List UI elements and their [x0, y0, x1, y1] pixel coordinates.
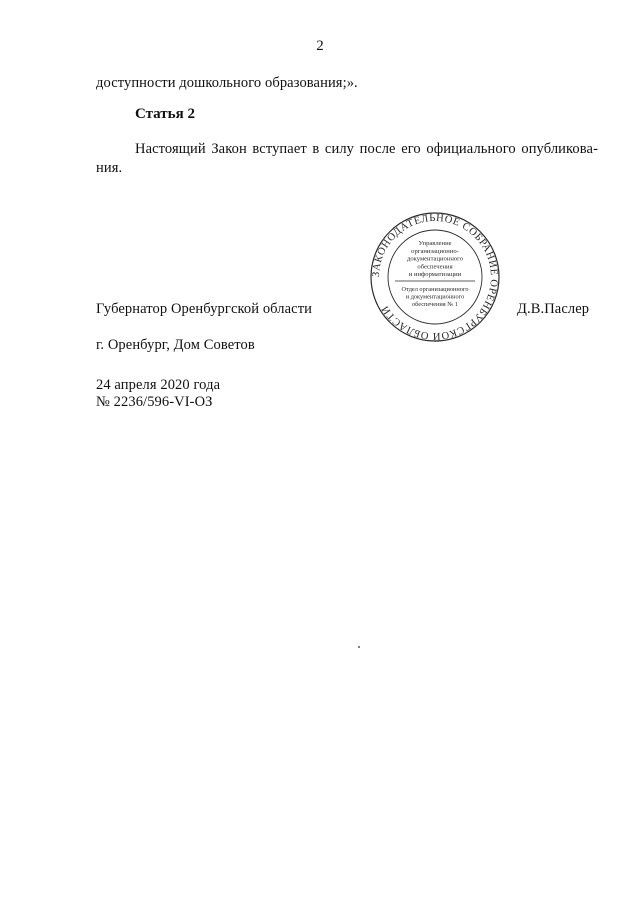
- law-number: № 2236/596-VI-ОЗ: [96, 394, 213, 410]
- official-seal-stamp: [369, 211, 501, 343]
- stamp-inner-line: Управление: [418, 240, 452, 247]
- stamp-inner-line: организационно-: [411, 247, 459, 255]
- stamp-inner-line: обеспечения: [417, 263, 453, 271]
- article-heading: Статья 2: [135, 106, 195, 122]
- signature-name: Д.В.Паслер: [517, 301, 590, 317]
- stamp-bottom-line: и документационного: [405, 293, 465, 301]
- signature-position: Губернатор Оренбургской области: [96, 301, 312, 317]
- stamp-outer-text: ЗАКОНОДАТЕЛЬНОЕ СОБРАНИЕ ОРЕНБУРГСКОЙ ОБЛАСТИ: [370, 212, 500, 342]
- page-number: 2: [316, 38, 324, 54]
- scan-speck: [358, 646, 360, 648]
- stamp-inner-line: документационного: [406, 255, 464, 263]
- stamp-bottom-line: обеспечения № 1: [412, 300, 458, 308]
- signing-location: г. Оренбург, Дом Советов: [96, 337, 255, 353]
- stamp-inner-line: и информатизации: [408, 271, 462, 279]
- signing-date: 24 апреля 2020 года: [96, 377, 221, 393]
- article-text-line-1: Настоящий Закон вступает в силу после его официального опубликова-: [135, 141, 598, 157]
- stamp-bottom-line: Отдел организационного: [401, 286, 469, 293]
- article-text-line-2: ния.: [96, 160, 123, 176]
- intro-line: доступности дошкольного образования;».: [96, 75, 358, 91]
